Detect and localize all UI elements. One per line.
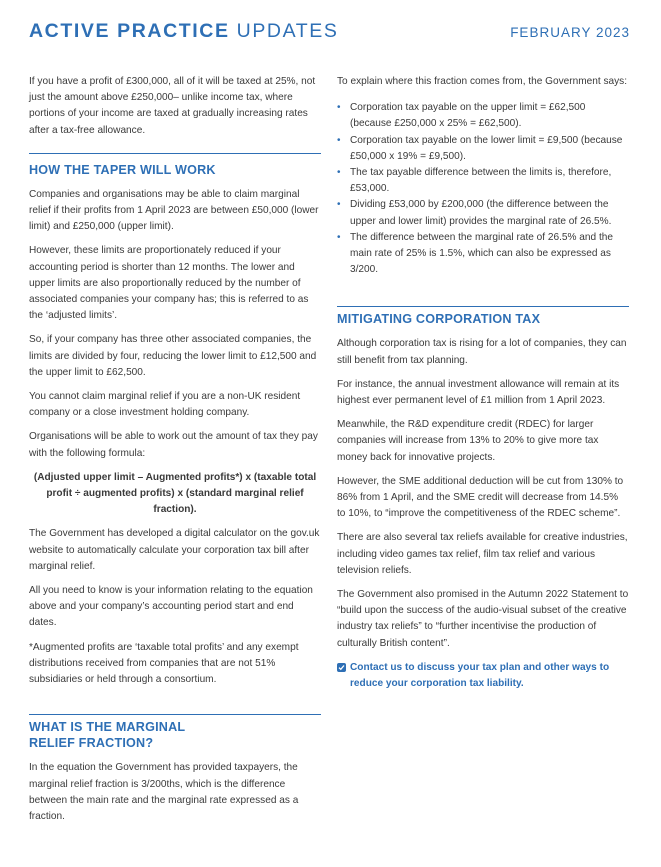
section-heading: [29, 719, 321, 751]
paragraph: Although corporation tax is rising for a lot of companies, they can still benefit from tax planning.: [337, 338, 627, 366]
brand-light: UPDATES: [236, 20, 339, 42]
section-fraction: [29, 714, 321, 825]
bullet-icon: •: [337, 231, 341, 243]
bullet-icon: •: [337, 199, 341, 211]
list-item-text: The tax payable difference between the limits is, therefore, £53,000.: [350, 167, 612, 195]
bullet-icon: •: [337, 134, 341, 146]
paragraph: Meanwhile, the R&D expenditure credit (RDEC) for larger companies will increase from 13% to 20% to give more tax money back for innovative projects.: [337, 419, 599, 463]
list-item-text: Corporation tax payable on the upper limit = £62,500 (because £250,000 x 25% = £62,500).: [350, 102, 586, 130]
paragraph: The Government has developed a digital calculator on the gov.uk website to automatically calculate your corporation tax bill after marginal relief.: [29, 528, 320, 572]
paragraph: However, these limits are proportionately reduced if your accounting period is shorter than 12 months. The lower and upper limits are also proportionally reduced by the number of associated companies your company has; this is referred to as the ‘adjusted limits’.: [29, 245, 309, 322]
bullet-list: [337, 100, 629, 278]
newsletter-title: [29, 20, 339, 43]
heading-line: WHAT IS THE MARGINAL: [29, 720, 186, 735]
footnote: *Augmented profits are ‘taxable total profits’ and any exempt distributions received from companies that are not 51% subsidiaries or held through a consortium.: [29, 641, 299, 686]
list-item: [337, 197, 629, 229]
list-item-text: Corporation tax payable on the lower limit = £9,500 (because £50,000 x 19% = £9,500).: [350, 134, 623, 162]
contact-call-to-action[interactable]: [337, 660, 629, 692]
list-item: [337, 230, 629, 279]
section-taper: [29, 153, 321, 688]
section-heading: MITIGATING CORPORATION TAX: [337, 312, 541, 327]
paragraph: You cannot claim marginal relief if you are a non-UK resident company or a close investment holding company.: [29, 391, 301, 419]
list-item-text: The difference between the marginal rate of 26.5% and the main rate of 25% is 1.5%, which can also be expressed as 3/200.: [350, 231, 613, 276]
paragraph: Organisations will be able to work out the amount of tax they pay with the following formula:: [29, 431, 318, 459]
intro-paragraph: To explain where this fraction comes from, the Government says:: [337, 76, 628, 87]
paragraph: In the equation the Government has provided taxpayers, the marginal relief fraction is 3/200ths, which is the difference between the main rate and the marginal rate expressed as a fraction.: [29, 762, 299, 822]
paragraph: However, the SME additional deduction will be cut from 130% to 86% from 1 April, and the SME credit will decrease from 14.5% to 10%, to “improve the competitiveness of the RDEC scheme”.: [337, 475, 624, 520]
paragraph: For instance, the annual investment allowance will remain at its highest ever permanent level of £1 million from 1 April 2023.: [337, 378, 620, 407]
cta-text: Contact us to discuss your tax plan and other ways to reduce your corporation tax liability.: [350, 661, 610, 690]
brand-bold: ACTIVE PRACTICE: [29, 20, 230, 42]
intro-paragraph: If you have a profit of £300,000, all of it will be taxed at 25%, not just the amount above £250,000– unlike income tax, where portions of your income are taxed at gradually increasing rates after a tax-free allowance.: [29, 76, 316, 136]
issue-date: FEBRUARY 2023: [510, 25, 630, 40]
right-column: [337, 74, 629, 692]
list-item: [337, 100, 629, 132]
heading-line: RELIEF FRACTION?: [29, 736, 154, 751]
paragraph: Companies and organisations may be able to claim marginal relief if their profits from 1 April 2023 are between £50,000 (lower limit) and £250,000 (upper limit).: [29, 188, 319, 233]
list-item: [337, 165, 629, 197]
checkbox-icon: [337, 663, 346, 672]
paragraph: All you need to know is your information relating to the equation above and your company’s accounting period start and end dates.: [29, 585, 313, 629]
page-header: [29, 20, 630, 46]
section-heading: HOW THE TAPER WILL WORK: [29, 162, 216, 177]
paragraph: The Government also promised in the Autumn 2022 Statement to “build upon the success of the audio-visual subset of the creative industry tax reliefs” to “further incentivise the production of culturally British content”.: [337, 589, 629, 649]
section-mitigating: [337, 306, 629, 692]
paragraph: There are also several tax reliefs available for creative industries, including video games tax relief, film tax relief and various television reliefs.: [337, 532, 628, 576]
formula: (Adjusted upper limit – Augmented profits*) x (taxable total profit ÷ augmented profits) x (standard marginal relief fraction).: [33, 471, 317, 516]
bullet-icon: •: [337, 102, 341, 114]
bullet-icon: •: [337, 167, 341, 179]
list-item: [337, 133, 629, 165]
list-item-text: Dividing £53,000 by £200,000 (the difference between the upper and lower limit) provides the marginal rate of 26.5%.: [350, 199, 612, 227]
paragraph: So, if your company has three other associated companies, the limits are divided by four, reducing the lower limit to £12,500 and the upper limit to £62,500.: [29, 334, 317, 378]
left-column: [29, 74, 321, 833]
